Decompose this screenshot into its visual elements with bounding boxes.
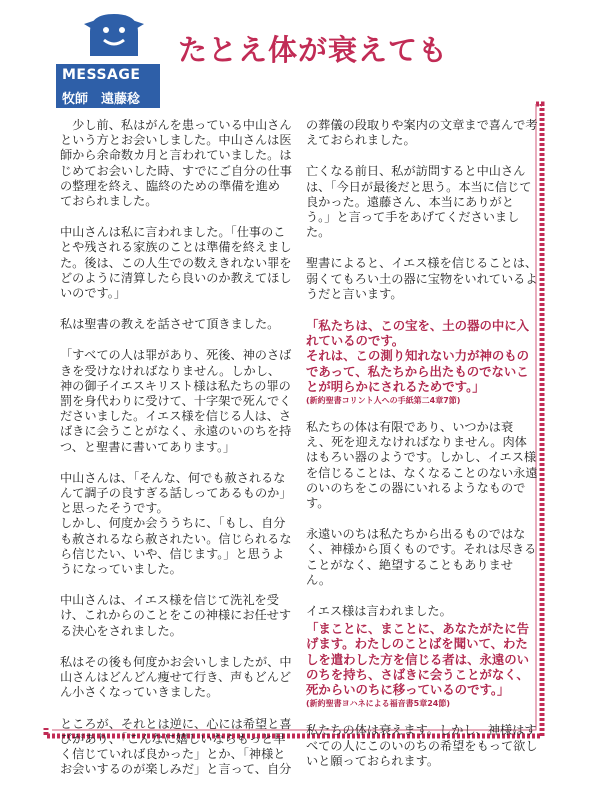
- paragraph: 中山さんは、イエス様を信じて洗礼を受け、これからのことをこの神様にお任せする決心をされました。: [60, 593, 292, 638]
- paragraph: 「すべての人は罪があり、死後、神のさばきを受けなければなりません。しかし、神の御子イエスキリスト様は私たちの罪の罰を身代わりに受けて、十字架で死んでくださいました。イエス様を信じる人は、さばきに会うことがなく、永遠のいのちを持つ、と聖書に書いてあります。」: [60, 348, 292, 454]
- paragraph: 少し前、私はがんを患っている中山さんという方とお会いしました。中山さんは医師から余命数カ月と言われていました。はじめてお会いした時、すでにご自分の仕事の整理を終え、臨終のための準備を進めておられました。: [60, 118, 292, 209]
- paragraph: 私はその後も何度かお会いしましたが、中山さんはどんどん痩せて行き、声もどんどん小さくなっていきました。: [60, 654, 292, 700]
- paragraph: 中山さんは私に言われました。「仕事のことや残される家族のことは準備を終えました。後は、この人生での数えきれない罪をどのように清算したら良いのか教えてほしいのです。」: [60, 225, 292, 301]
- paragraph: 私たちの体は衰えます。しかし、神様はすべての人にこのいのちの希望をもって欲しいと願っておられます。: [306, 723, 538, 768]
- paragraph: 私は聖書の教えを話させて頂きました。: [60, 317, 280, 332]
- scripture-source: (新約聖書ヨハネによる福音書5章24節): [306, 699, 451, 709]
- paragraph: 亡くなる前日、私が訪問すると中山さんは、「今日が最後だと思う。本当に信じて良かった。遠藤さん、本当にありがとう。」と言って手をあげてくださいました。: [306, 164, 532, 240]
- paragraph: 私たちの体は有限であり、いつかは衰え、死を迎えなければなりません。肉体はもろい器のようです。しかし、イエス様を信じることは、なくなることのない永遠のいのちをこの器にいれるようなものです。: [306, 420, 538, 511]
- right-column: [306, 118, 538, 785]
- paragraph: ところが、それとは逆に、心には希望と喜びがあり、「こんなに嬉しいならもっと早く信じていれば良かった」とか、「神様とお会いするのが楽しみだ」と言って、自分: [60, 716, 292, 777]
- scripture-source: (新約聖書コリント人への手紙第二4章7節): [306, 396, 461, 406]
- page-title: たとえ体が衰えても: [178, 33, 449, 67]
- paragraph: 中山さんは、「そんな、何でも赦されるなんて調子の良すぎる話しってあるものか」と思ったそうです。 しかし、何度か会ううちに、「もし、自分も赦されるなら赦されたい。信じられるなら信じたい、いや、信じます。」と思うようになっていました。: [60, 470, 292, 577]
- paragraph: の葬儀の段取りや案内の文章まで喜んで考えておられました。: [306, 118, 538, 148]
- mascot-icon: [82, 10, 146, 58]
- scripture-quote: 「私たちは、この宝を、土の器の中に入れているのです。 それは、この測り知れない力が神のものであって、私たちから出たものでないことが明らかにされるためです。」: [306, 318, 530, 394]
- scripture-quote: 「まことに、まことに、あなたがたに告げます。わたしのことばを聞いて、わたしを遣わした方を信じる者は、永遠のいのちを持ち、さばきに会うことがなく、死からいのちに移っているのです。」: [306, 621, 530, 698]
- badge-label: MESSAGE: [62, 67, 141, 83]
- author-name: 牧師 遠藤稔: [62, 92, 141, 107]
- paragraph: 聖書によると、イエス様を信じることは、弱くてもろい土の器に宝物をいれているようだと言います。: [306, 256, 538, 301]
- paragraph: 永遠いのちは私たちから出るものではなく、神様から頂くものです。それは尽きることがなく、絶望することもありません。: [306, 527, 537, 587]
- paragraph: イエス様は言われました。: [306, 604, 452, 619]
- left-column: [60, 118, 292, 793]
